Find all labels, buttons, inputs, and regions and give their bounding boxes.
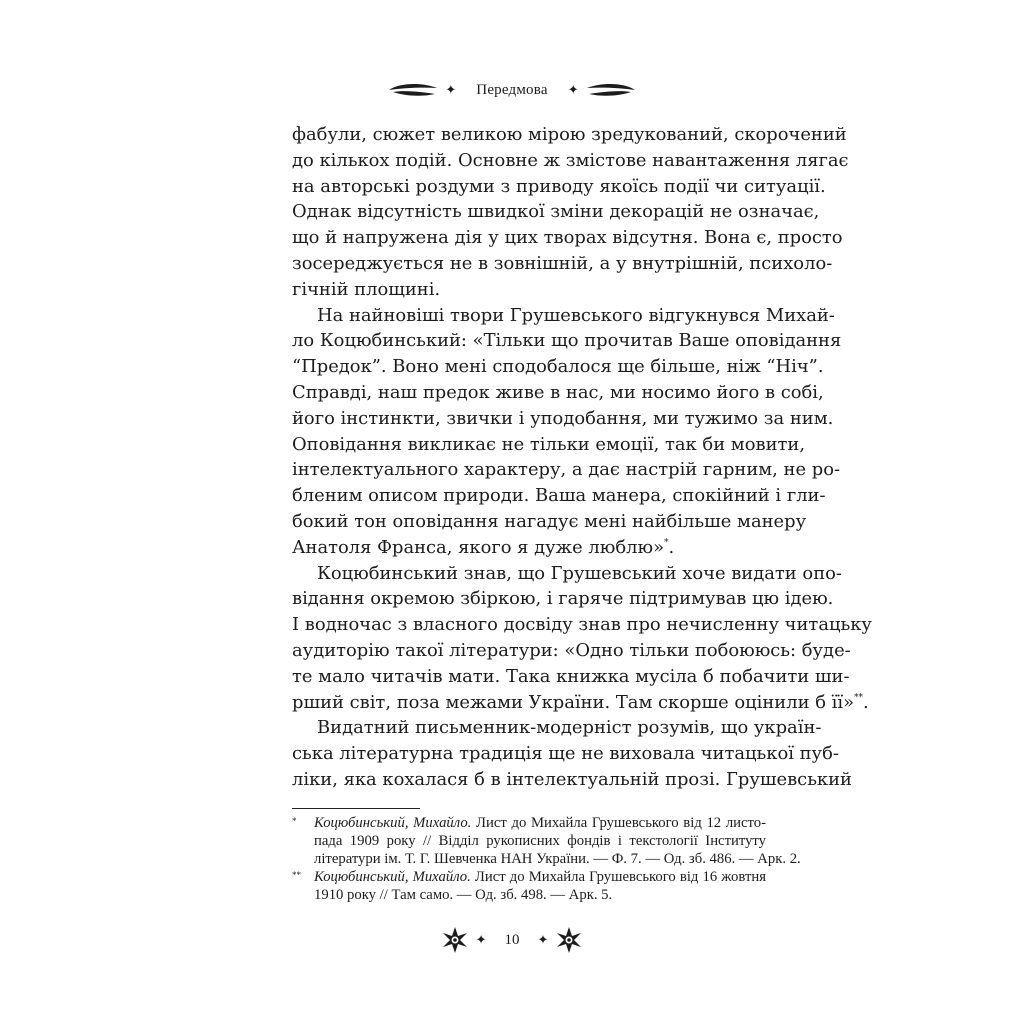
footnote-line [314,868,766,886]
text-line: Справді, наш предок живе в нас, ми носимо його в собі, [292,381,824,403]
main-text [292,122,872,793]
text-line: І водночас з власного досвіду знав про нечисленну читацьку [292,614,872,636]
footnote-line [314,814,766,832]
footnote-author: Коцюбинський, Михайло. [314,869,471,885]
text-line: Оповідання викликає не тільки емоції, так би мовити, [292,433,806,455]
text-line: на авторські роздуми з приводу якоїсь події чи ситуації. [292,175,826,197]
running-header [0,76,1024,104]
footnote-mark: * [292,816,297,826]
diamond-right-icon: ✦ [567,82,579,98]
footnotes [292,814,801,904]
text-line-with-note [292,690,869,716]
star-right-icon: ✦ [537,932,549,948]
period: . [863,691,869,713]
footnote-1 [292,814,801,868]
footnote-ref-2[interactable]: ** [854,692,864,703]
text-line: ло Коцюбинський: «Тільки що прочитав Ваше оповідання [292,330,842,352]
text-line: його інстинкти, звички і уподобання, ми тужимо за ним. [292,407,834,429]
footnote-text: Лист до Михайла Грушевського від 16 жовтня [470,869,767,885]
period: . [668,536,675,558]
text-line: Коцюбинський знав, що Грушевський хоче видати опо- [317,562,842,584]
page-footer [0,925,1024,955]
text-line: ська літературна традиція ще не виховала читацької пуб- [292,743,839,765]
text-line: “Предок”. Воно мені сподобалося ще більше, ніж “Ніч”. [292,356,824,378]
text-line: бленим описом природи. Ваша манера, спокійний і гли- [292,485,826,507]
text-line: Однак відсутність швидкої зміни декорацій не означає, [292,201,820,223]
text-line: Видатний письменник-модерніст розумів, що україн- [317,717,822,739]
footnote-mark: ** [292,870,301,880]
text-line: відання окремою збіркою, і гаряче підтримував цю ідею. [292,588,834,610]
footnote-text: Лист до Михайла Грушевського від 12 листо- [471,815,766,831]
footnote-line: літератури ім. Т. Г. Шевченка НАН України. — Ф. 7. — Од. зб. 486. — Арк. 2. [314,851,801,867]
footnote-author: Коцюбинський, Михайло. [314,815,472,831]
text-line-with-note [292,535,766,561]
text-line: гічній площині. [292,278,441,300]
page-header-title: Передмова [476,81,548,98]
text-line: На найновіші твори Грушевського відгукнувся Михай- [317,304,835,326]
footnote-line: пада 1909 року // Відділ рукописних фондів і текстології Інституту [314,833,766,849]
leaf-ornament-left-icon [387,81,439,99]
text-line: аудиторію такої літератури: «Одно тільки побоююсь: буде- [292,639,851,661]
star-left-icon: ✦ [475,932,487,948]
text-line: ліки, яка кохалася б в інтелектуальній прозі. Грушевський [292,768,852,790]
text-line: зосереджується не в зовнішній, а у внутрішній, психоло- [292,252,833,274]
footnote-2 [292,868,766,904]
footnote-line: 1910 року // Там само. — Од. зб. 498. — Арк. 5. [314,887,613,903]
flower-ornament-left-icon [440,925,470,955]
footnote-ref-1[interactable]: * [664,537,669,548]
text-line: що й напружена дія у цих творах відсутня. Вона є, просто [292,227,843,249]
leaf-ornament-right-icon [585,81,637,99]
text-fragment: рший світ, поза межами України. Там скорше оцінили б її» [292,691,855,713]
text-fragment: Анатоля Франса, якого я дуже люблю» [292,536,665,558]
diamond-left-icon: ✦ [445,82,457,98]
flower-ornament-right-icon [554,925,584,955]
page-number: 10 [504,931,520,948]
text-line: до кількох подій. Основне ж змістове навантаження лягає [292,149,849,171]
footnote-divider [292,808,420,809]
text-line: те мало читачів мати. Така книжка мусіла б побачити ши- [292,665,850,687]
text-line: інтелектуального характеру, а дає настрій гарним, не ро- [292,459,841,481]
text-line: бокий тон оповідання нагадує мені найбільше манеру [292,510,807,532]
text-line: фабули, сюжет великою мірою зредукований, скорочений [292,124,847,145]
